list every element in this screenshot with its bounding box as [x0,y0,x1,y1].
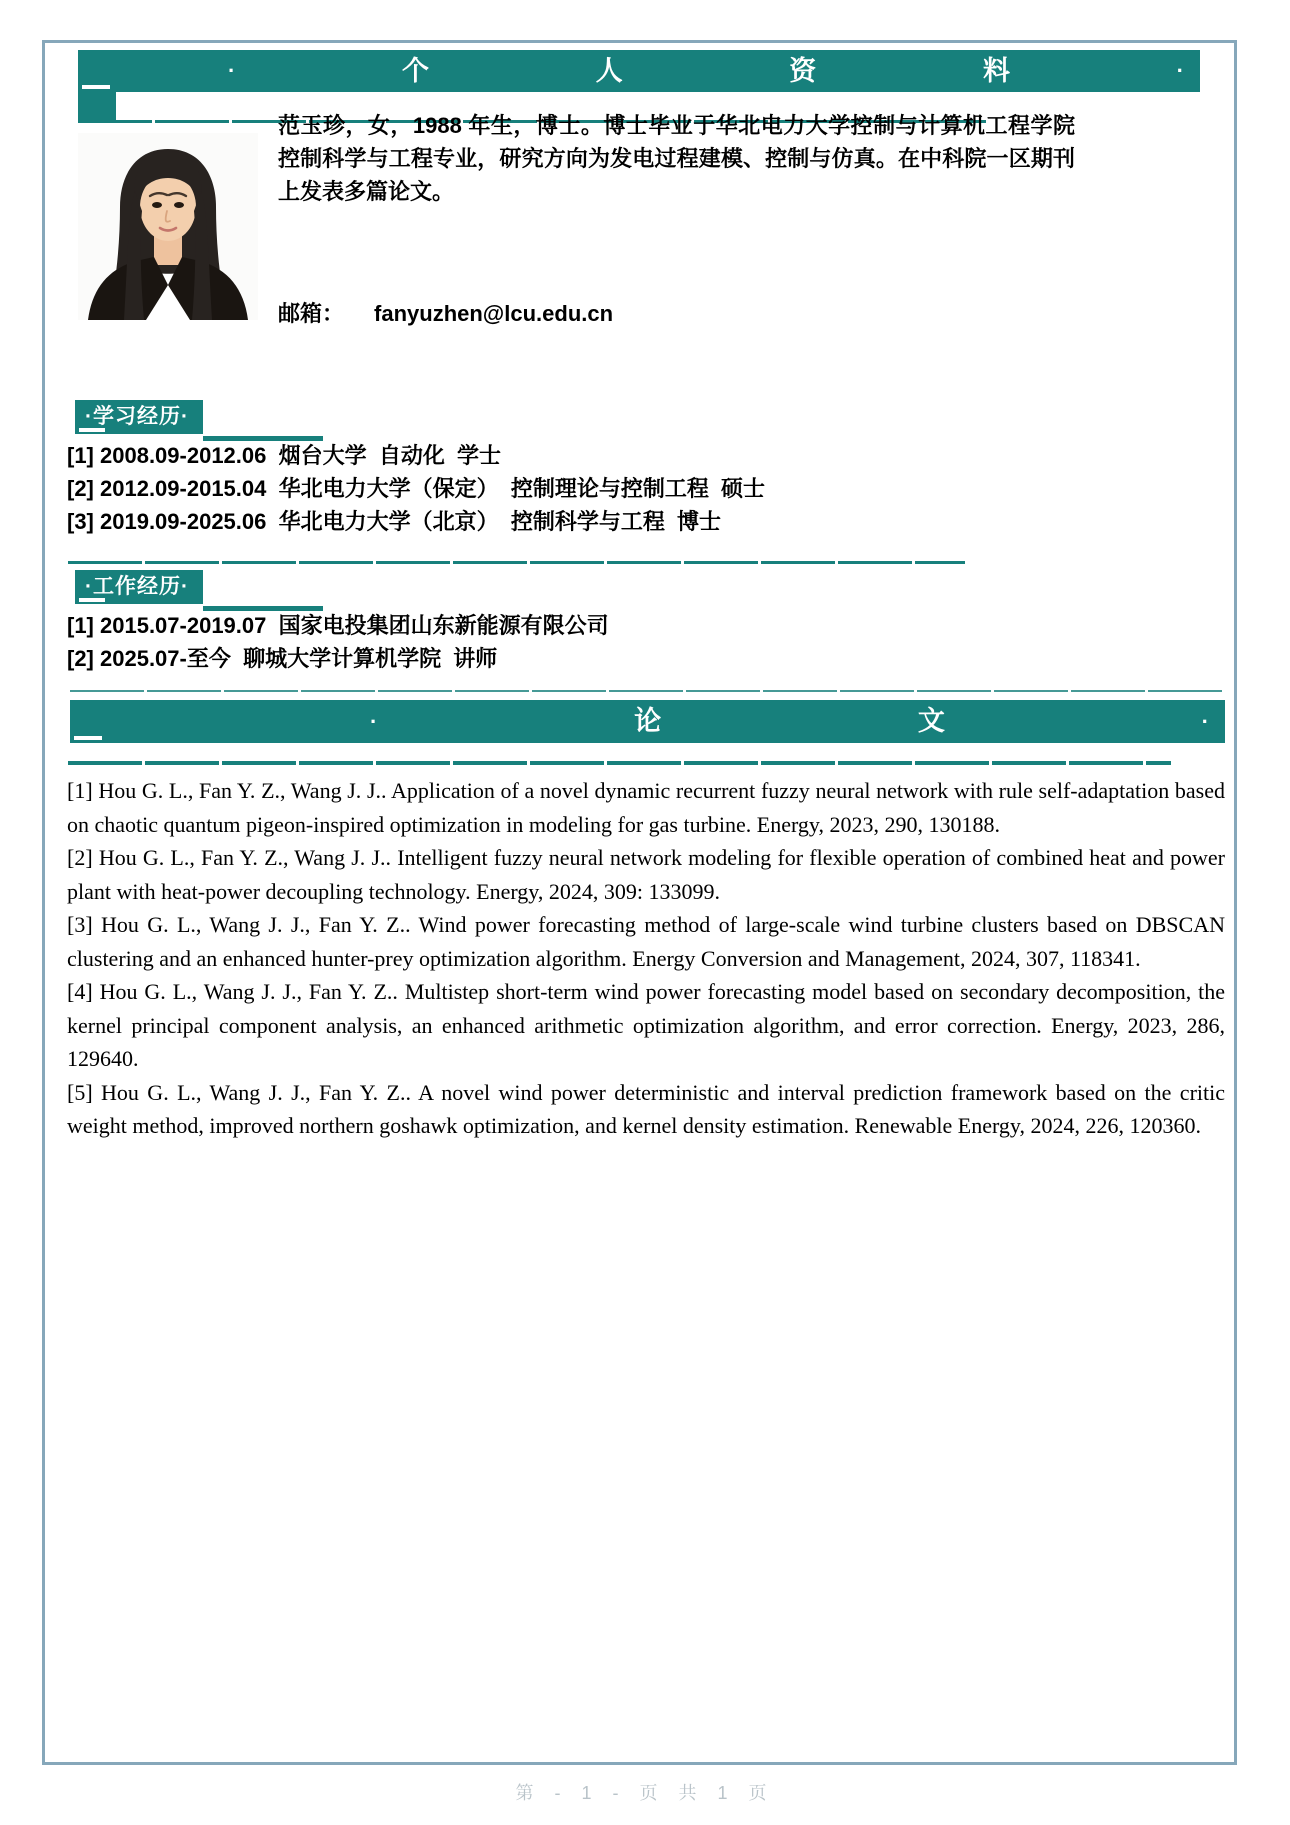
profile-photo [78,133,258,320]
email-label: 邮箱： [278,301,345,326]
publication-item: [4] Hou G. L., Wang J. J., Fan Y. Z.. Multistep short-term wind power forecasting model based on secondary decomposition, the kernel principal component analysis, an enhanced arithmetic optimization algorithm, and error correction. Energy, 2023, 286, 129640. [67,979,1225,1071]
decorative-dot: · [1201,708,1209,734]
email-row [278,297,613,328]
header-char: 论 [634,706,662,736]
education-item: [2] 2012.09-2015.04 华北电力大学（保定） 控制理论与控制工程 硕士 [67,476,766,501]
header-char: 文 [917,706,945,736]
section-title-work [75,570,323,604]
education-item: [3] 2019.09-2025.06 华北电力大学（北京） 控制科学与工程 博士 [67,509,722,534]
education-title-chip [75,400,203,434]
work-list [67,609,609,675]
decorative-dot: · [370,708,378,734]
decorative-underscore [79,428,105,432]
publication-item: [3] Hou G. L., Wang J. J., Fan Y. Z.. Wind power forecasting method of large-scale wind turbine clusters based on DBSCAN clustering and an enhanced hunter-prey optimization algorithm. Energy Conversion and Management, 2024, 307, 118341. [67,912,1225,971]
bio-text: 范玉珍，女，1988 年生，博士。博士毕业于华北电力大学控制与计算机工程学院控制科学与工程专业，研究方向为发电过程建模、控制与仿真。在中科院一区期刊上发表多篇论文。 [278,113,1075,204]
education-title-label: ·学习经历· [85,404,189,428]
page-border-frame [42,40,1237,1765]
decorative-underscore [79,598,105,602]
decorative-square [78,92,116,122]
education-item: [1] 2008.09-2012.06 烟台大学 自动化 学士 [67,443,502,468]
divider-line-above-publications [70,690,1222,692]
work-item: [2] 2025.07-至今 聊城大学计算机学院 讲师 [67,646,498,671]
work-title-chip [75,570,203,604]
publication-item: [5] Hou G. L., Wang J. J., Fan Y. Z.. A novel wind power deterministic and interval prediction framework based on the critic weight method, improved northern goshawk optimization, and kernel density estimation. Renewable Energy, 2024, 226, 120360. [67,1079,1225,1138]
page-footer: 第 - 1 - 页 共 1 页 [515,1783,775,1803]
header-char: 个 [401,55,429,86]
work-title-label: ·工作经历· [85,574,189,598]
publication-item: [1] Hou G. L., Fan Y. Z., Wang J. J.. Application of a novel dynamic recurrent fuzzy neural network with rule self-adaptation based on chaotic quantum pigeon-inspired optimization in modeling for gas turbine. Energy, 2023, 290, 130188. [67,778,1225,837]
work-item: [1] 2015.07-2019.07 国家电投集团山东新能源有限公司 [67,613,609,638]
header-char: 人 [595,55,623,86]
publication-item: [2] Hou G. L., Fan Y. Z., Wang J. J.. Intelligent fuzzy neural network modeling for flexible operation of combined heat and power plant with heat-power decoupling technology. Energy, 2024, 309: 133099. [67,845,1225,904]
section-title-education [75,400,323,434]
decorative-dot: · [228,58,236,83]
email-value: fanyuzhen@lcu.edu.cn [374,301,614,326]
publication-list [67,774,1225,1143]
decorative-dot: · [1176,58,1184,83]
header-char: 料 [982,55,1010,86]
decorative-underscore [82,85,110,89]
divider-line-publications [68,761,1171,765]
education-list [67,439,765,538]
section-header-publications [70,700,1225,743]
decorative-underscore [74,736,102,740]
header-char: 资 [789,55,817,86]
section-header-personal-info [78,50,1200,92]
divider-line-work [68,561,965,564]
